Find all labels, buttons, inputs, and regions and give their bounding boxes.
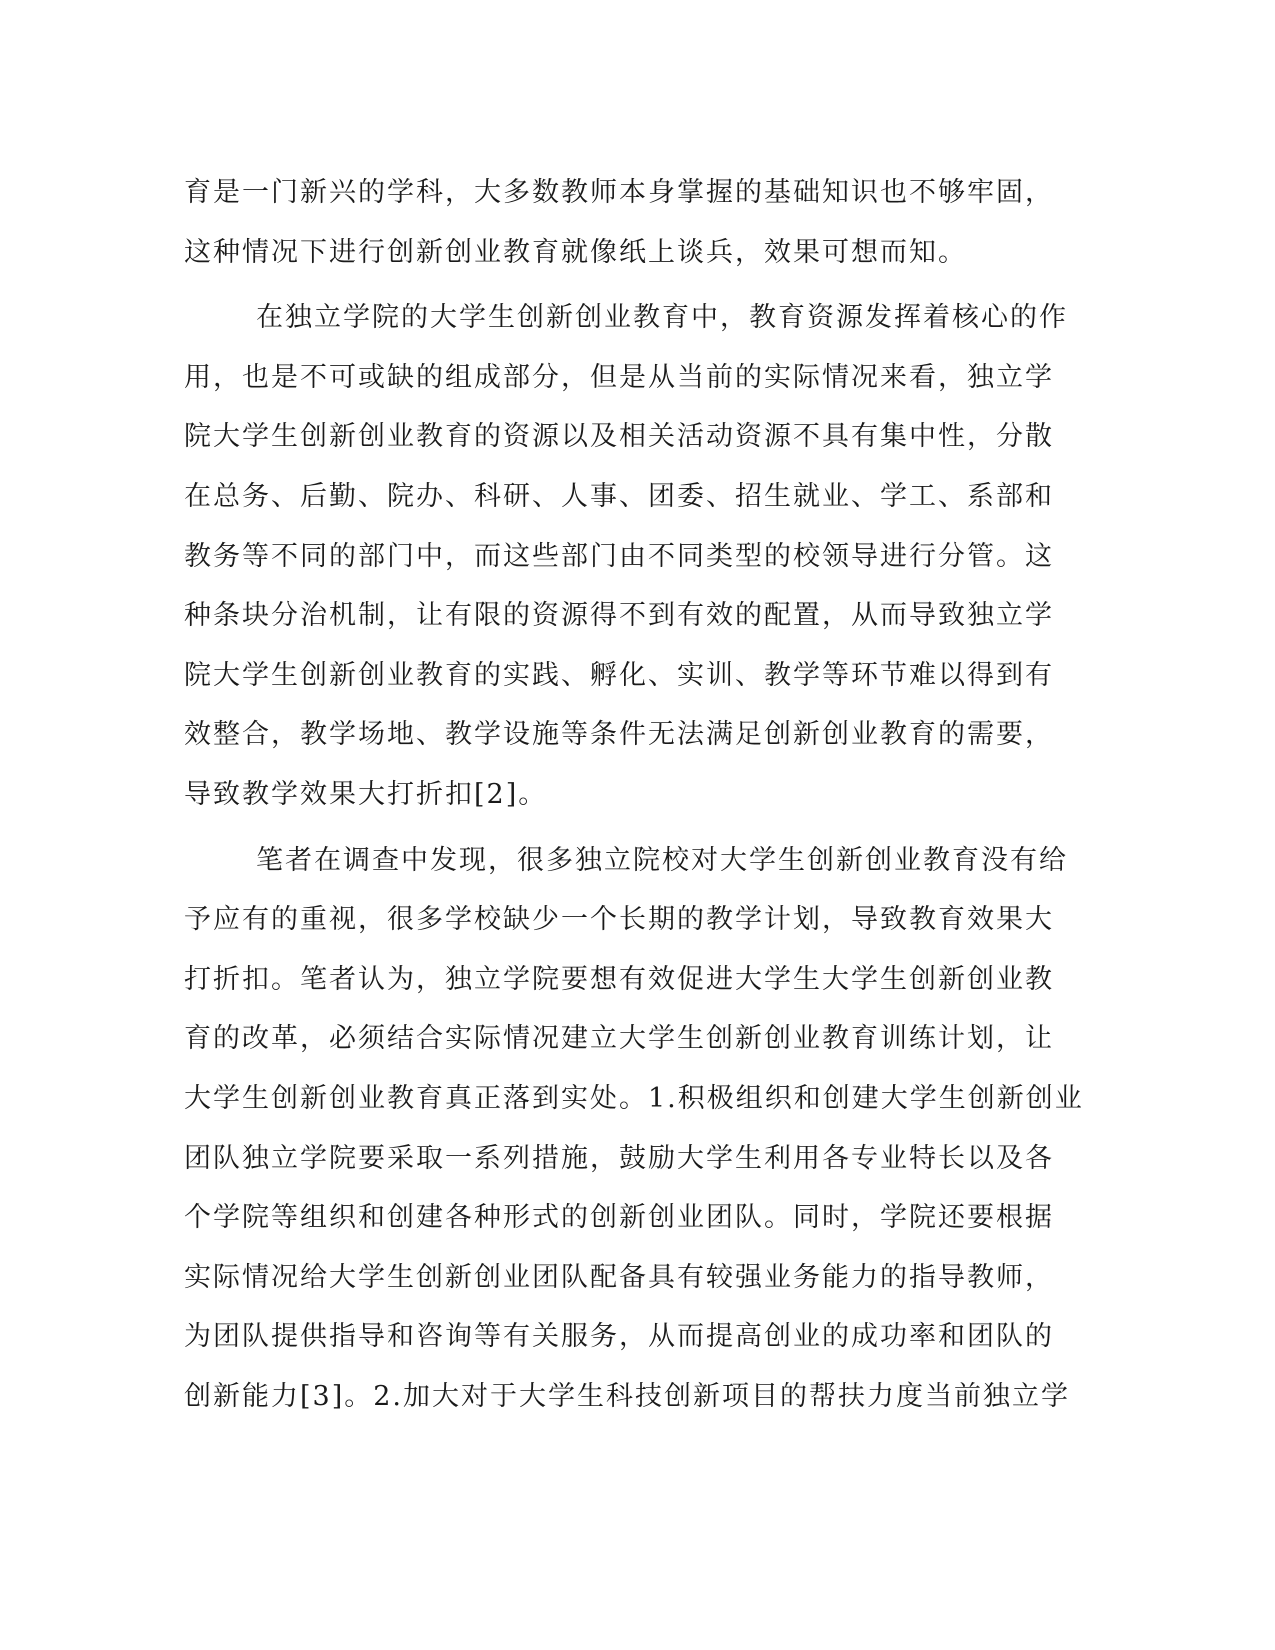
text-line: 效整合，教学场地、教学设施等条件无法满足创新创业教育的需要， [184,719,1054,751]
text-line: 个学院等组织和创建各种形式的创新创业团队。同时，学院还要根据 [184,1202,1054,1234]
text-line: 实际情况给大学生创新创业团队配备具有较强业务能力的指导教师， [184,1261,1054,1293]
text-line: 打折扣。笔者认为，独立学院要想有效促进大学生大学生创新创业教 [184,963,1054,995]
text-line: 种条块分治机制，让有限的资源得不到有效的配置，从而导致独立学 [184,600,1054,632]
text-line: 团队独立学院要采取一系列措施，鼓励大学生利用各专业特长以及各 [184,1142,1054,1174]
text-line: 育是一门新兴的学科，大多数教师本身掌握的基础知识也不够牢固， [184,177,1054,208]
text-line: 笔者在调查中发现，很多独立院校对大学生创新创业教育没有给 [256,844,1068,876]
text-line: 导致教学效果大打折扣[2]。 [184,778,548,810]
text-line: 在总务、后勤、院办、科研、人事、团委、招生就业、学工、系部和 [184,480,1054,512]
body-text [184,163,1084,1426]
text-line: 创新能力[3]。2.加大对于大学生科技创新项目的帮扶力度当前独立学 [184,1380,1071,1412]
text-line: 在独立学院的大学生创新创业教育中，教育资源发挥着核心的作 [256,302,1068,334]
text-line: 院大学生创新创业教育的实践、孵化、实训、教学等环节难以得到有 [184,659,1054,691]
text-line: 育的改革，必须结合实际情况建立大学生创新创业教育训练计划，让 [184,1023,1054,1055]
text-line: 大学生创新创业教育真正落到实处。1.积极组织和创建大学生创新创业 [184,1082,1084,1114]
text-line: 用，也是不可或缺的组成部分，但是从当前的实际情况来看，独立学 [184,361,1054,393]
text-line: 予应有的重视，很多学校缺少一个长期的教学计划，导致教育效果大 [184,904,1054,936]
text-line: 院大学生创新创业教育的资源以及相关活动资源不具有集中性，分散 [184,421,1054,453]
text-line: 教务等不同的部门中，而这些部门由不同类型的校领导进行分管。这 [184,540,1054,572]
text-line: 为团队提供指导和咨询等有关服务，从而提高创业的成功率和团队的 [184,1321,1054,1353]
text-line: 这种情况下进行创新创业教育就像纸上谈兵，效果可想而知。 [184,236,967,268]
